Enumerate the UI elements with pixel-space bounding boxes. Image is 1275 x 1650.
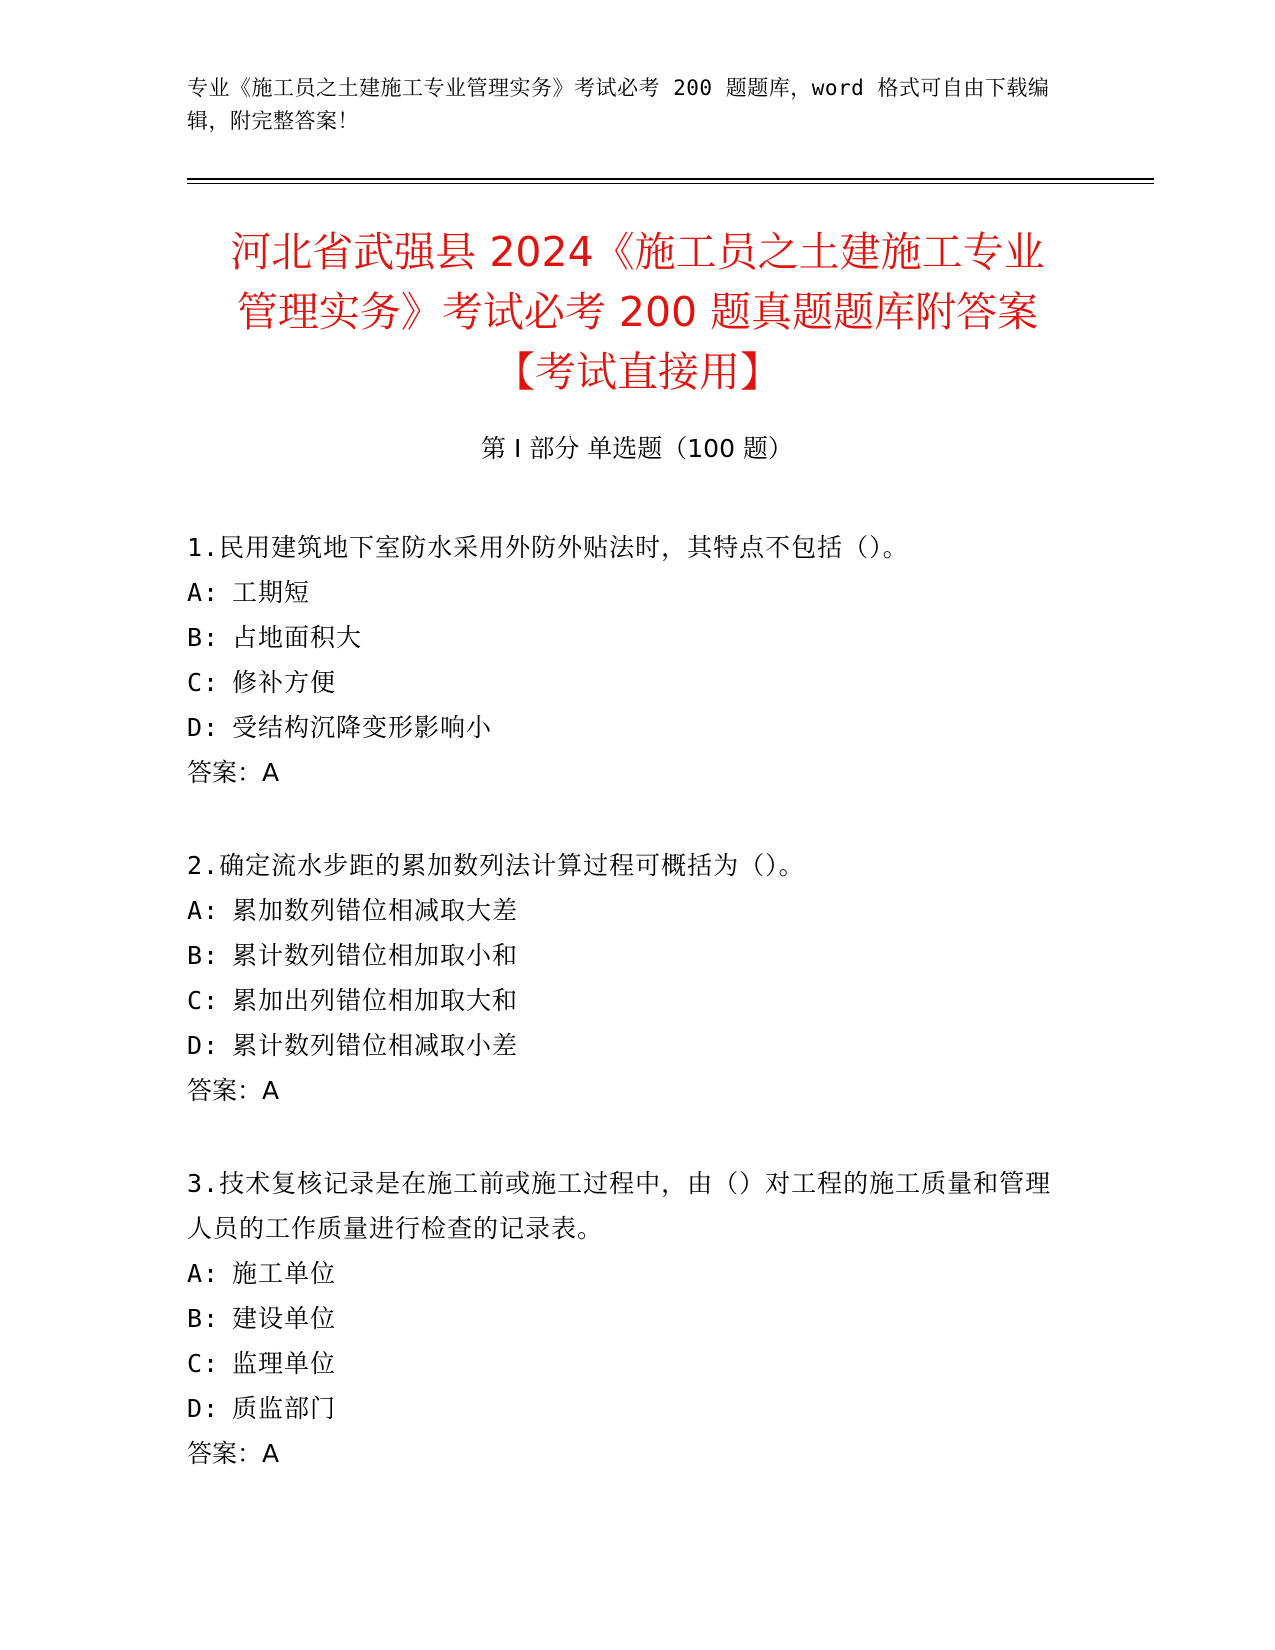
option-letter: D: (187, 713, 220, 742)
option-c (187, 1341, 1067, 1386)
answer-line: 答案：A (187, 1439, 280, 1468)
option-text: 监理单位 (232, 1349, 337, 1378)
question-stem: 3.技术复核记录是在施工前或施工过程中，由（）对工程的施工质量和管理人员的工作质量进行检查的记录表。 (187, 1169, 1052, 1243)
option-letter: C: (187, 1349, 220, 1378)
option-a (187, 570, 1067, 615)
section-title: 第 I 部分 单选题（100 题） (481, 434, 793, 463)
option-letter: C: (187, 986, 220, 1015)
document-title (180, 222, 1095, 402)
question-stem: 2.确定流水步距的累加数列法计算过程可概括为（）。 (187, 851, 805, 880)
option-a (187, 888, 1067, 933)
option-c (187, 978, 1067, 1023)
option-letter: A: (187, 578, 220, 607)
option-letter: C: (187, 668, 220, 697)
option-text: 建设单位 (232, 1304, 337, 1333)
header-note: 专业《施工员之土建施工专业管理实务》考试必考 200 题题库，word 格式可自由下载编辑，附完整答案！ (187, 76, 1050, 133)
header-rule-thick (187, 178, 1154, 180)
question-2 (187, 843, 1067, 1113)
question-3 (187, 1161, 1067, 1476)
header-rule-thin (187, 183, 1154, 184)
option-letter: A: (187, 896, 220, 925)
option-text: 累计数列错位相加取小和 (232, 941, 519, 970)
option-letter: B: (187, 1304, 220, 1333)
question-stem: 1.民用建筑地下室防水采用外防外贴法时，其特点不包括（）。 (187, 533, 909, 562)
option-text: 施工单位 (232, 1259, 337, 1288)
option-letter: A: (187, 1259, 220, 1288)
option-text: 受结构沉降变形影响小 (232, 713, 493, 742)
title-line-3: 【考试直接用】 (494, 348, 781, 396)
title-line-2: 管理实务》考试必考 200 题真题题库附答案 (236, 288, 1039, 336)
option-text: 工期短 (232, 578, 311, 607)
option-letter: D: (187, 1394, 220, 1423)
option-b (187, 933, 1067, 978)
answer-line: 答案：A (187, 758, 280, 787)
option-text: 累计数列错位相减取小差 (232, 1031, 519, 1060)
option-d (187, 1023, 1067, 1068)
answer-line: 答案：A (187, 1076, 280, 1105)
question-1 (187, 525, 1067, 795)
option-letter: B: (187, 623, 220, 652)
option-letter: D: (187, 1031, 220, 1060)
option-b (187, 1296, 1067, 1341)
option-text: 修补方便 (232, 668, 337, 697)
option-d (187, 1386, 1067, 1431)
option-text: 质监部门 (232, 1394, 337, 1423)
option-text: 累加出列错位相加取大和 (232, 986, 519, 1015)
title-line-1: 河北省武强县 2024《施工员之土建施工专业 (230, 228, 1045, 276)
option-text: 占地面积大 (232, 623, 363, 652)
option-c (187, 660, 1067, 705)
option-b (187, 615, 1067, 660)
option-text: 累加数列错位相减取大差 (232, 896, 519, 925)
option-a (187, 1251, 1067, 1296)
option-d (187, 705, 1067, 750)
option-letter: B: (187, 941, 220, 970)
